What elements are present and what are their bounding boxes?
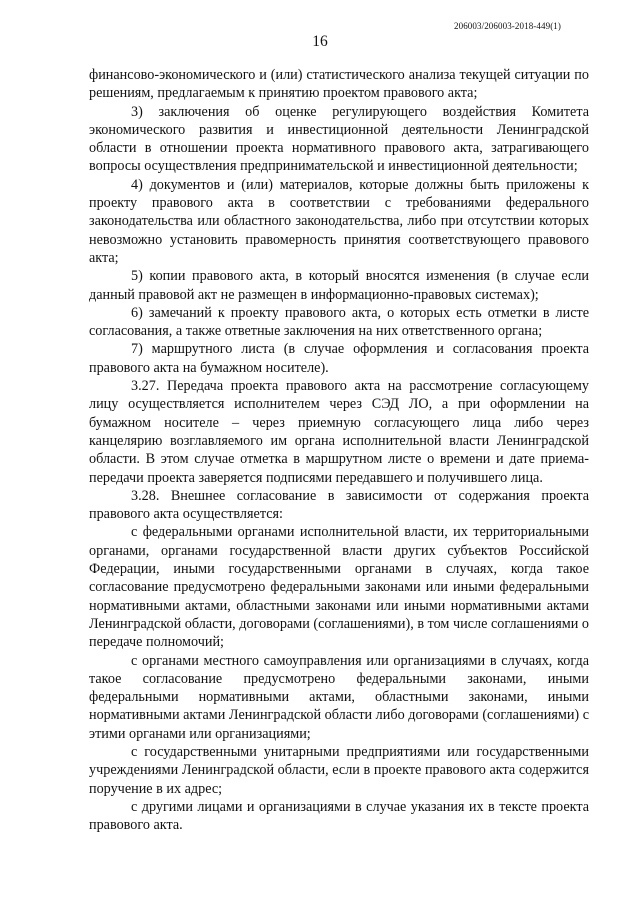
page-number: 16	[312, 33, 328, 50]
document-registration-code: 206003/206003-2018-449(1)	[454, 21, 561, 31]
paragraph-state-enterprises: с государственными унитарными предприятиями или государственными учреждениями Ленинградской области, если в проекте правового акта содержится поручение в их адрес;	[89, 743, 589, 797]
paragraph-item-3: 3) заключения об оценке регулирующего воздействия Комитета экономического развития и инвестиционной деятельности Ленинградской области в отношении проекта нормативного правового акта, затрагивающего вопросы осуществления предпринимательской и инвестиционной деятельности;	[89, 103, 589, 175]
paragraph-item-5: 5) копии правового акта, в который вносятся изменения (в случае если данный правовой акт не размещен в информационно-правовых системах);	[89, 268, 589, 303]
document-body	[89, 66, 589, 834]
paragraph-other-persons: с другими лицами и организациями в случае указания их в тексте проекта правового акта.	[89, 798, 589, 834]
paragraph-continuation: финансово-экономического и (или) статистического анализа текущей ситуации по решениям, предлагаемым к принятию проектом правового акта;	[89, 67, 589, 102]
paragraph-federal-bodies: с федеральными органами исполнительной власти, их территориальными органами, органами государственной власти других субъектов Российской Федерации, иными государственными органами в случаях, когда такое согласование предусмотрено федеральными законами или иными федеральными нормативными актами, областными законами или иными нормативными актами Ленинградской области, договорами (соглашениями), в том числе соглашениями о передаче полномочий;	[89, 524, 589, 651]
paragraph-item-4: 4) документов и (или) материалов, которые должны быть приложены к проекту правового акта в соответствии с требованиями федерального законодательства или областного законодательства, либо при отсутствии которых невозможно установить правомерность принятия соответствующего правового акта;	[89, 176, 589, 266]
paragraph-local-government: с органами местного самоуправления или организациями в случаях, когда такое согласование предусмотрено федеральными законами, иными федеральными нормативными актами, областными законами, иными нормативными актами Ленинградской области либо договорами (соглашениями) с этими органами или организациями;	[89, 652, 589, 742]
paragraph-item-6: 6) замечаний к проекту правового акта, о которых есть отметки в листе согласования, а также ответные заключения на них ответственного органа;	[89, 304, 589, 340]
paragraph-section-3-28: 3.28. Внешнее согласование в зависимости от содержания проекта правового акта осуществляется:	[89, 487, 589, 523]
paragraph-section-3-27: 3.27. Передача проекта правового акта на рассмотрение согласующему лицу осуществляется исполнителем через СЭД ЛО, а при оформлении на бумажном носителе – через приемную согласующего лица либо через канцелярию возглавляемого им органа исполнительной власти Ленинградской области. В этом случае отметка в маршрутном листе о времени и дате приема-передачи проекта заверяется подписями передавшего и получившего лица.	[89, 378, 589, 486]
paragraph-item-7: 7) маршрутного листа (в случае оформления и согласования проекта правового акта на бумажном носителе).	[89, 341, 589, 376]
